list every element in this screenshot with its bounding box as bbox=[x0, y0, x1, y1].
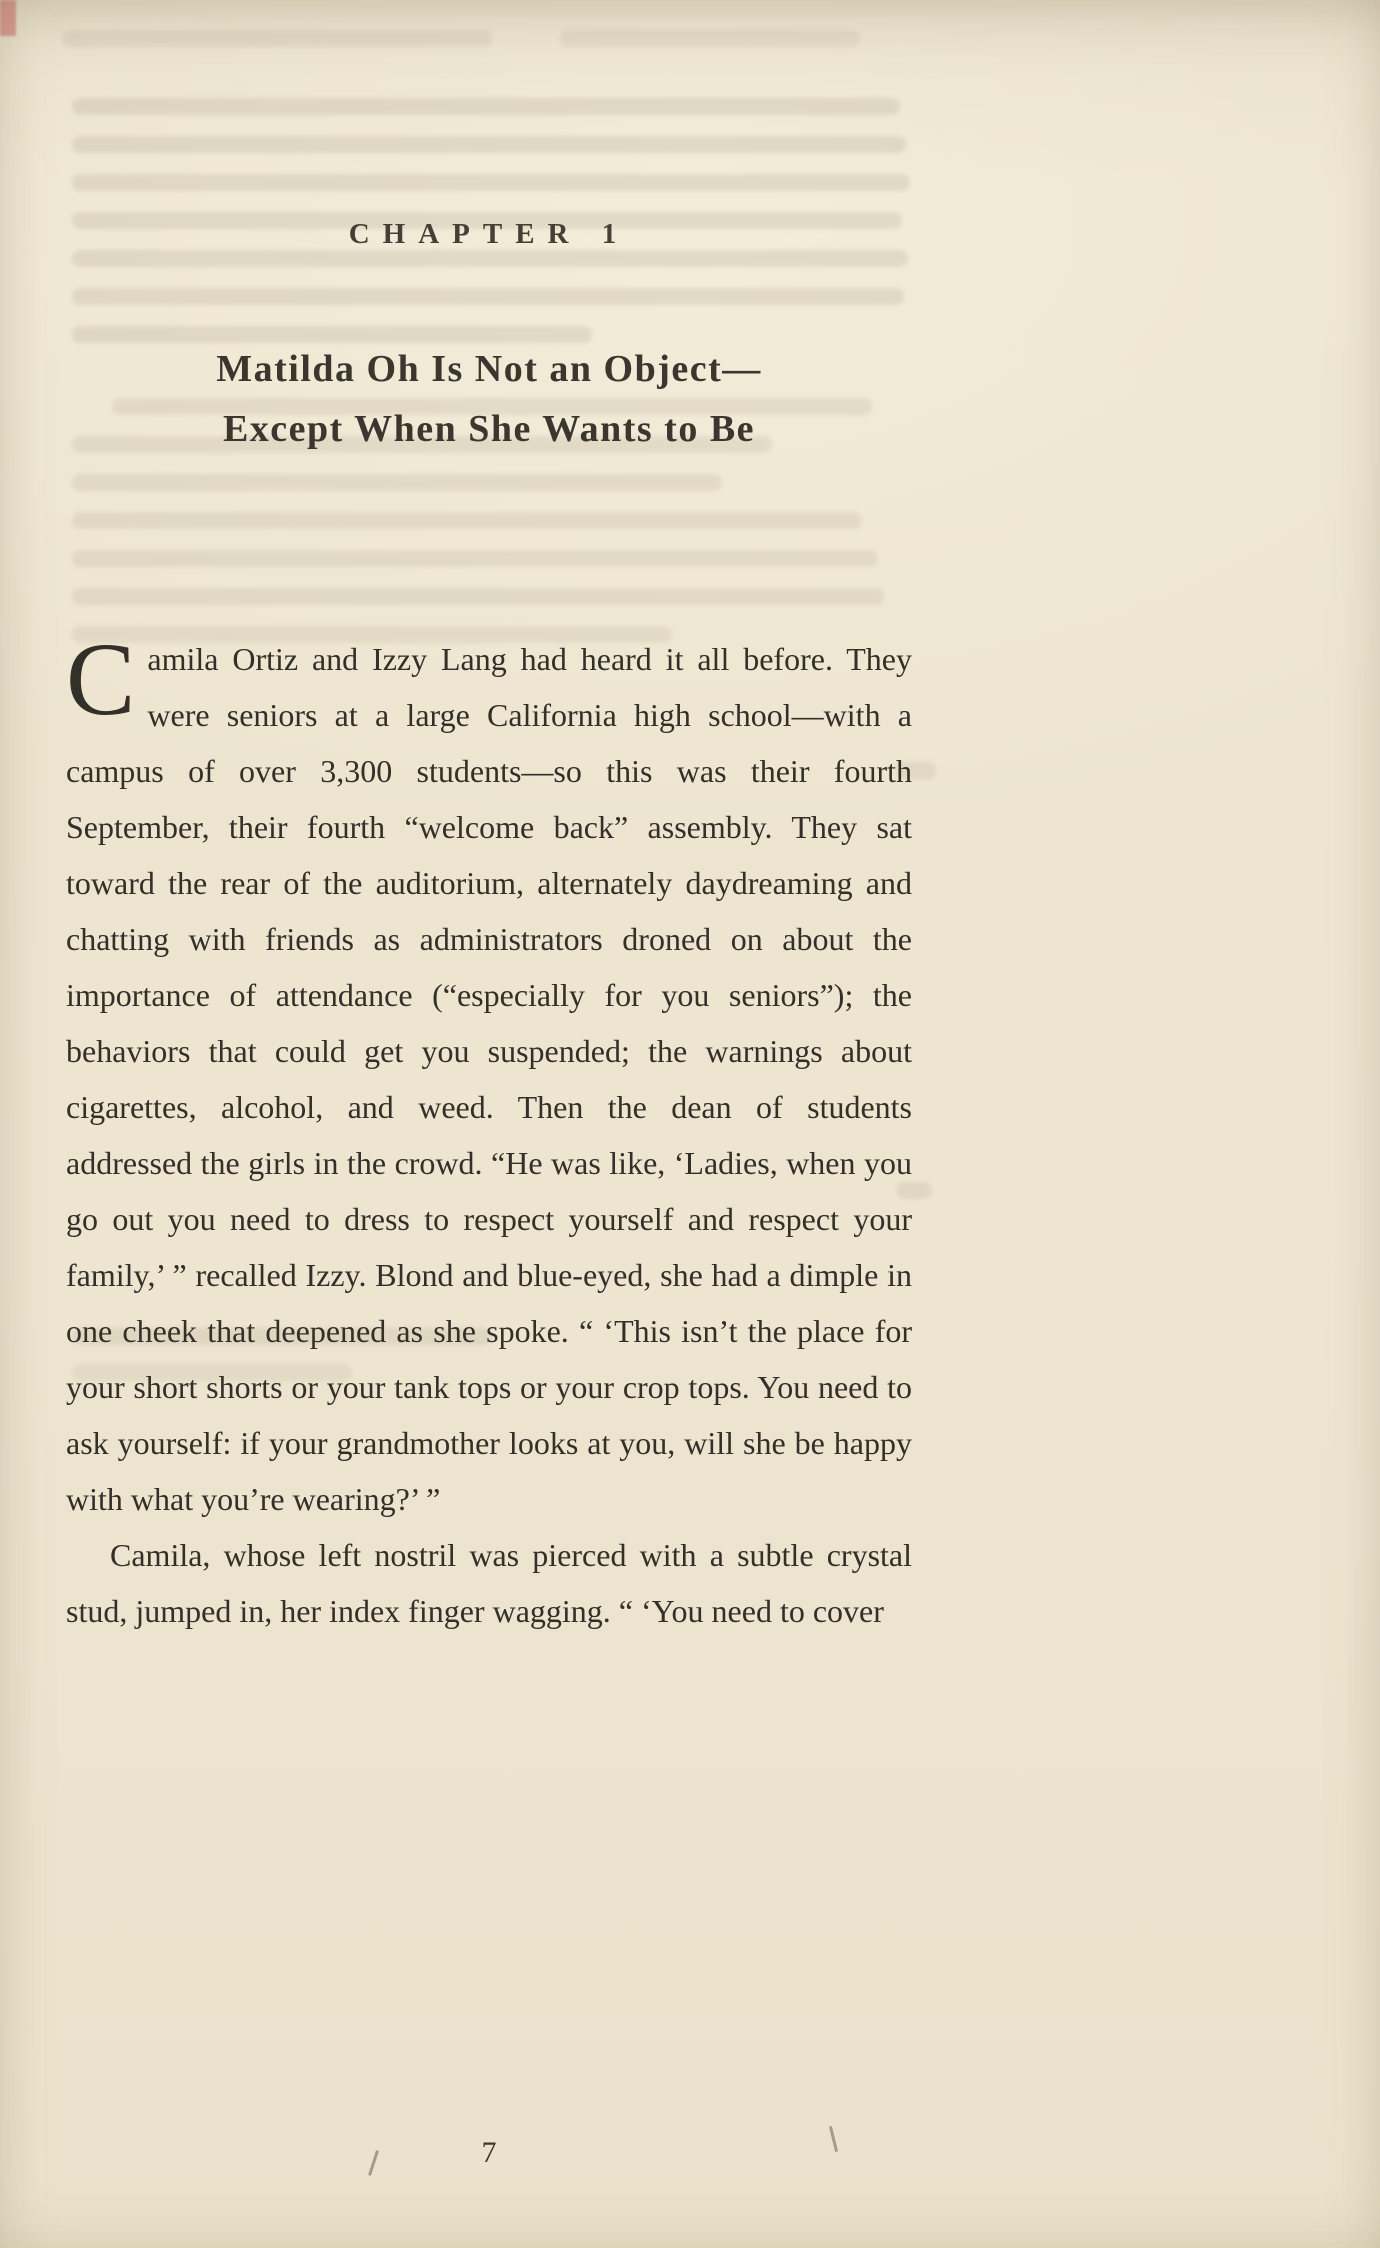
scan-artifact bbox=[0, 0, 16, 36]
page-number: 7 bbox=[481, 2136, 497, 2169]
chapter-title-line2: Except When She Wants to Be bbox=[222, 408, 756, 450]
paragraph-first bbox=[66, 622, 912, 1527]
drop-cap: C bbox=[66, 622, 136, 737]
chapter-title bbox=[66, 339, 912, 459]
paragraph-first-text: amila Ortiz and Izzy Lang had heard it all before. They were seniors at a large California high school—with a campus of over 3,300 students—so this was their fourth September, their fourth “welcome back” assembly. They sat toward the rear of the auditorium, alternately daydreaming and chatting with friends as administrators droned on about the importance of attendance (“especially for you seniors”); the behaviors that could get you suspended; the warnings about cigarettes, alcohol, and weed. Then the dean of students addressed the girls in the crowd. “He was like, ‘Ladies, when you go out you need to dress to respect yourself and respect your family,’ ” recalled Izzy. Blond and blue-eyed, she had a dimple in one cheek that deepened as she spoke. “ ‘This isn’t the place for your short shorts or your tank tops or your crop tops. You need to ask yourself: if your grandmother looks at you, will she be happy with what you’re wearing?’ ” bbox=[66, 641, 912, 1517]
chapter-label: CHAPTER 1 bbox=[348, 218, 630, 250]
paragraph-second: Camila, whose left nostril was pierced with a subtle crystal stud, jumped in, her index finger wagging. “ ‘You need to cover bbox=[66, 1537, 912, 1629]
body-text bbox=[66, 622, 912, 1639]
chapter-title-line1: Matilda Oh Is Not an Object— bbox=[216, 348, 762, 390]
text-column bbox=[66, 0, 912, 1639]
